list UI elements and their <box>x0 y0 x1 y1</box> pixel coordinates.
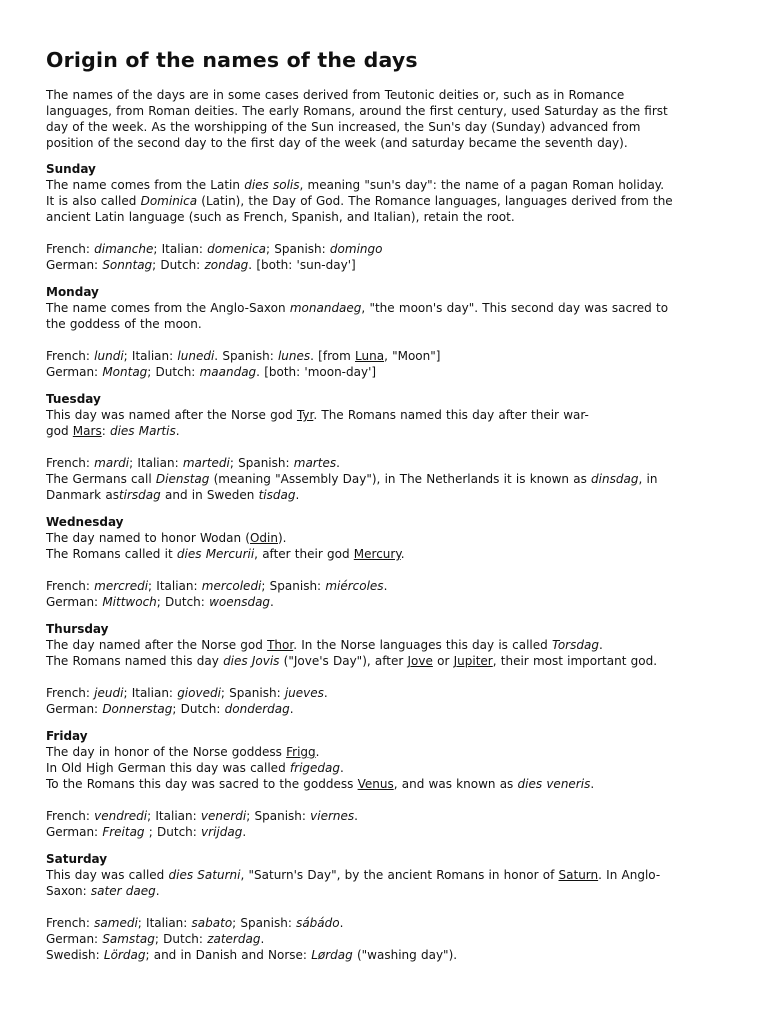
spacer <box>46 225 726 241</box>
text-run: . In the Norse languages this day is called <box>293 638 552 652</box>
italic-term: Mittwoch <box>102 595 157 609</box>
text-run: ). <box>277 531 287 545</box>
text-run: German: <box>46 365 103 379</box>
italic-term: Dominica <box>140 194 198 208</box>
text-run: , their most important god. <box>492 654 658 668</box>
text-run: The name comes from the Latin <box>46 178 245 192</box>
text-run: The day in honor of the Norse goddess <box>46 745 287 759</box>
italic-term: sábádo <box>296 916 340 930</box>
text-run: . <box>295 488 300 502</box>
italic-term: Torsdag <box>551 638 599 652</box>
italic-term: frigedag <box>289 761 340 775</box>
italic-term: Sonntag <box>102 258 153 272</box>
section-thursday <box>46 621 726 717</box>
body-line <box>46 177 726 193</box>
text-run: . <box>260 932 265 946</box>
text-run: ; Italian: <box>123 686 178 700</box>
italic-term: Lørdag <box>311 948 353 962</box>
text-run: This day was named after the Norse god <box>46 408 297 422</box>
text-run: . <box>354 809 358 823</box>
text-run: and in Sweden <box>160 488 259 502</box>
section-body <box>46 177 726 225</box>
italic-term: zaterdag <box>207 932 261 946</box>
text-run: French: <box>46 579 95 593</box>
section-body <box>46 300 726 332</box>
names-line <box>46 594 726 610</box>
text-run: German: <box>46 825 103 839</box>
text-run: ; Italian: <box>147 809 201 823</box>
text-run: ; Dutch: <box>147 365 200 379</box>
link[interactable]: Frigg <box>286 745 316 759</box>
text-run: . <box>590 777 595 791</box>
italic-term: domingo <box>329 242 383 256</box>
text-run: The name comes from the Anglo-Saxon <box>46 301 290 315</box>
link[interactable]: Venus <box>357 777 394 791</box>
text-run: ; Dutch: <box>152 258 205 272</box>
text-run: . <box>270 595 274 609</box>
text-run: . <box>242 825 247 839</box>
link[interactable]: Jove <box>407 654 433 668</box>
section-saturday <box>46 851 726 963</box>
text-run: German: <box>46 702 103 716</box>
text-run: French: <box>46 456 95 470</box>
names-line <box>46 455 726 471</box>
text-run: . [both: 'moon-day'] <box>256 365 377 379</box>
text-run: ; Spanish: <box>229 456 294 470</box>
italic-term: Montag <box>102 365 148 379</box>
text-run: French: <box>46 349 95 363</box>
intro-line: The names of the days are in some cases derived from Teutonic deities or, such as in Romance <box>46 88 625 102</box>
italic-term: donderdag <box>224 702 290 716</box>
text-run: . <box>155 884 160 898</box>
text-run: ; Dutch: <box>172 702 225 716</box>
italic-term: Lördag <box>103 948 146 962</box>
text-run: The day named to honor Wodan ( <box>46 531 250 545</box>
names-line <box>46 701 726 717</box>
text-run: ; Spanish: <box>220 686 285 700</box>
text-run: . <box>175 424 180 438</box>
italic-term: zondag <box>204 258 249 272</box>
names-line <box>46 257 726 273</box>
section-body <box>46 867 726 899</box>
text-run: . In Anglo- <box>598 868 661 882</box>
italic-term: Freitag <box>102 825 145 839</box>
text-run: ; Spanish: <box>232 916 297 930</box>
italic-term: maandag <box>199 365 257 379</box>
italic-term: dinsdag <box>591 472 639 486</box>
link[interactable]: Odin <box>249 531 278 545</box>
italic-term: mercredi <box>94 579 149 593</box>
text-run: , after their god <box>254 547 354 561</box>
text-run: . [both: 'sun-day'] <box>248 258 356 272</box>
spacer <box>46 899 726 915</box>
link[interactable]: Tyr <box>296 408 314 422</box>
text-run: German: <box>46 258 103 272</box>
italic-term: dies Saturni <box>168 868 241 882</box>
names-line <box>46 931 726 947</box>
text-run: French: <box>46 809 95 823</box>
italic-term: dies Martis <box>109 424 176 438</box>
italic-term: mercoledi <box>201 579 262 593</box>
italic-term: dies solis <box>244 178 300 192</box>
text-run: (meaning "Assembly Day"), in The Netherlands it is known as <box>209 472 592 486</box>
spacer <box>46 439 726 455</box>
italic-term: sabato <box>191 916 233 930</box>
italic-term: vrijdag <box>201 825 243 839</box>
text-run: . <box>323 686 328 700</box>
text-run: ; and in Danish and Norse: <box>145 948 312 962</box>
body-line <box>46 867 726 883</box>
text-run: (Latin), the Day of God. The Romance languages, languages derived from the <box>197 194 673 208</box>
link[interactable]: Jupiter <box>453 654 493 668</box>
body-line <box>46 744 726 760</box>
language-names <box>46 348 726 380</box>
text-run: or <box>432 654 454 668</box>
section-body <box>46 637 726 669</box>
italic-term: dies Mercurii <box>176 547 255 561</box>
intro-line: day of the week. As the worshipping of the Sun increased, the Sun's day (Sunday) advanced from <box>46 120 641 134</box>
section-body <box>46 744 726 792</box>
names-line <box>46 824 726 840</box>
language-names <box>46 685 726 717</box>
spacer <box>46 332 726 348</box>
italic-term: tirsdag <box>118 488 161 502</box>
body-line <box>46 530 726 546</box>
spacer <box>46 669 726 685</box>
body-line <box>46 300 726 316</box>
text-run: ; Dutch: <box>154 932 208 946</box>
italic-term: giovedi <box>177 686 221 700</box>
text-run: ("washing day"). <box>352 948 458 962</box>
section-wednesday <box>46 514 726 610</box>
text-run: ancient Latin language (such as French, Spanish, and Italian), retain the root. <box>46 210 515 224</box>
spacer <box>46 562 726 578</box>
intro-line: position of the second day to the first day of the week (and saturday became the seventh day). <box>46 136 628 150</box>
names-line <box>46 487 726 503</box>
italic-term: monandaeg <box>289 301 362 315</box>
text-run: , "the moon's day". This second day was sacred to <box>361 301 669 315</box>
italic-term: Donnerstag <box>102 702 173 716</box>
text-run: . <box>598 638 603 652</box>
section-heading: Thursday <box>46 622 109 636</box>
language-names <box>46 455 726 503</box>
italic-term: viernes <box>310 809 355 823</box>
text-run: : <box>101 424 110 438</box>
body-line <box>46 316 726 332</box>
text-run: Danmark as <box>46 488 119 502</box>
text-run: ; Italian: <box>123 349 178 363</box>
text-run: German: <box>46 595 103 609</box>
link[interactable]: Mars <box>72 424 102 438</box>
italic-term: woensdag <box>209 595 271 609</box>
text-run: ; Spanish: <box>246 809 311 823</box>
section-heading: Monday <box>46 285 99 299</box>
text-run: . The Romans named this day after their war- <box>313 408 589 422</box>
italic-term: tisdag <box>258 488 296 502</box>
text-run: . <box>400 547 405 561</box>
text-run: ; Dutch: <box>156 595 210 609</box>
text-run: ; Italian: <box>153 242 208 256</box>
link[interactable]: Mercury <box>353 547 401 561</box>
text-run: , "Moon"] <box>384 349 441 363</box>
section-sunday <box>46 161 726 273</box>
text-run: . <box>315 745 320 759</box>
italic-term: lundi <box>94 349 124 363</box>
text-run: , and was known as <box>393 777 518 791</box>
text-run: German: <box>46 932 103 946</box>
text-run: In Old High German this day was called <box>46 761 290 775</box>
text-run: , "Saturn's Day", by the ancient Romans in honor of <box>240 868 559 882</box>
italic-term: mardi <box>94 456 130 470</box>
italic-term: venerdi <box>200 809 247 823</box>
names-line <box>46 685 726 701</box>
italic-term: domenica <box>207 242 267 256</box>
italic-term: lunes <box>277 349 311 363</box>
text-run: ; Spanish: <box>261 579 326 593</box>
document-page <box>46 44 726 974</box>
names-line <box>46 915 726 931</box>
body-line <box>46 407 726 423</box>
intro-paragraph <box>46 87 726 151</box>
language-names <box>46 241 726 273</box>
page-title: Origin of the names of the days <box>46 48 418 72</box>
text-run: ; Italian: <box>137 916 192 930</box>
italic-term: dies veneris <box>517 777 591 791</box>
text-run: Saxon: <box>46 884 91 898</box>
text-run: ; Italian: <box>148 579 202 593</box>
body-line <box>46 883 726 899</box>
italic-term: Samstag <box>102 932 155 946</box>
language-names <box>46 915 726 963</box>
text-run: , in <box>638 472 658 486</box>
section-heading: Friday <box>46 729 88 743</box>
spacer <box>46 792 726 808</box>
text-run: Swedish: <box>46 948 104 962</box>
intro-line: languages, from Roman deities. The early Romans, around the first century, used Saturday as the first <box>46 104 668 118</box>
text-run: . <box>336 456 340 470</box>
text-run: ("Jove's Day"), after <box>279 654 408 668</box>
text-run: . Spanish: <box>214 349 278 363</box>
names-line <box>46 471 726 487</box>
text-run: French: <box>46 686 95 700</box>
names-line <box>46 947 726 963</box>
text-run: It is also called <box>46 194 141 208</box>
text-run: ; Spanish: <box>266 242 330 256</box>
text-run: The Germans call <box>46 472 156 486</box>
text-run: ; Dutch: <box>144 825 202 839</box>
text-run: . <box>340 761 344 775</box>
italic-term: dies Jovis <box>223 654 280 668</box>
section-heading: Tuesday <box>46 392 101 406</box>
link[interactable]: Luna <box>355 349 385 363</box>
italic-term: jeudi <box>94 686 124 700</box>
text-run: . <box>339 916 344 930</box>
text-run: To the Romans this day was sacred to the goddess <box>46 777 358 791</box>
link[interactable]: Thor <box>267 638 294 652</box>
body-line <box>46 193 726 209</box>
text-run: The day named after the Norse god <box>46 638 268 652</box>
names-line <box>46 578 726 594</box>
names-line <box>46 808 726 824</box>
section-tuesday <box>46 391 726 503</box>
names-line <box>46 348 726 364</box>
body-line <box>46 423 726 439</box>
link[interactable]: Saturn <box>558 868 599 882</box>
section-monday <box>46 284 726 380</box>
italic-term: martedi <box>182 456 230 470</box>
names-line <box>46 364 726 380</box>
italic-term: sater daeg <box>90 884 156 898</box>
italic-term: Dienstag <box>155 472 210 486</box>
section-heading: Saturday <box>46 852 108 866</box>
text-run: . [from <box>310 349 356 363</box>
text-run: ; Italian: <box>129 456 183 470</box>
text-run: French: <box>46 242 95 256</box>
body-line <box>46 776 726 792</box>
italic-term: dimanche <box>94 242 154 256</box>
text-run: The Romans called it <box>46 547 177 561</box>
section-friday <box>46 728 726 840</box>
day-sections <box>46 161 726 963</box>
body-line <box>46 760 726 776</box>
language-names <box>46 808 726 840</box>
italic-term: martes <box>293 456 337 470</box>
text-run: the goddess of the moon. <box>46 317 202 331</box>
text-run: French: <box>46 916 95 930</box>
body-line <box>46 637 726 653</box>
text-run: god <box>46 424 73 438</box>
section-heading: Sunday <box>46 162 96 176</box>
text-run: . <box>289 702 294 716</box>
text-run: The Romans named this day <box>46 654 224 668</box>
language-names <box>46 578 726 610</box>
italic-term: vendredi <box>94 809 148 823</box>
italic-term: miércoles <box>325 579 384 593</box>
section-heading: Wednesday <box>46 515 124 529</box>
italic-term: jueves <box>284 686 324 700</box>
italic-term: lunedi <box>177 349 215 363</box>
text-run: . <box>383 579 388 593</box>
names-line <box>46 241 726 257</box>
text-run: , meaning "sun's day": the name of a pagan Roman holiday. <box>299 178 665 192</box>
section-body <box>46 530 726 562</box>
section-body <box>46 407 726 439</box>
italic-term: samedi <box>94 916 138 930</box>
text-run: This day was called <box>46 868 169 882</box>
body-line <box>46 653 726 669</box>
body-line <box>46 209 726 225</box>
body-line <box>46 546 726 562</box>
